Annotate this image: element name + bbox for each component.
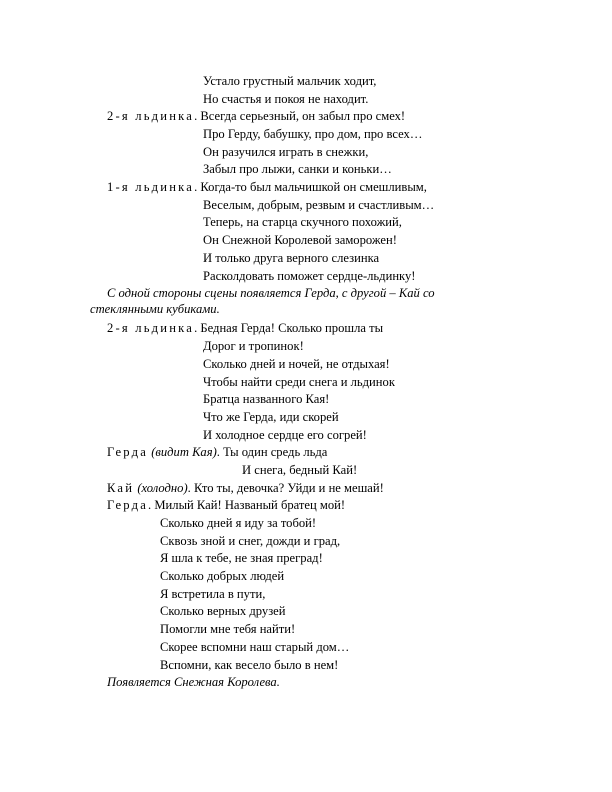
- poem-line: Что же Герда, иди скорей: [203, 410, 339, 424]
- speaker-name: 2-я льдинка: [107, 321, 195, 335]
- poem-line: Но счастья и покоя не находит.: [203, 92, 369, 106]
- speaker-text: . Милый Кай! Названый братец мой!: [148, 498, 346, 512]
- speaker-line: [107, 444, 327, 461]
- poem-line: И холодное сердце его согрей!: [203, 428, 367, 442]
- poem-line: Вспомни, как весело было в нем!: [160, 658, 339, 672]
- poem-line: Расколдовать поможет сердце-льдинку!: [203, 269, 416, 283]
- stage-direction: Появляется Снежная Королева.: [107, 675, 280, 689]
- poem-line: И снега, бедный Кай!: [242, 463, 358, 477]
- poem-line: Он Снежной Королевой заморожен!: [203, 233, 397, 247]
- poem-line: Сквозь зной и снег, дожди и град,: [160, 534, 341, 548]
- speaker-note: (видит Кая): [151, 445, 217, 459]
- poem-line: Я шла к тебе, не зная преград!: [160, 551, 323, 565]
- poem-line: Сколько дней я иду за тобой!: [160, 516, 317, 530]
- speaker-note: (холодно): [137, 481, 188, 495]
- speaker-name: 2-я льдинка: [107, 109, 195, 123]
- speaker-line: [107, 480, 384, 497]
- speaker-text: . Ты один средь льда: [216, 445, 328, 459]
- poem-line: Дорог и тропинок!: [203, 339, 304, 353]
- poem-line: Я встретила в пути,: [160, 587, 266, 601]
- poem-line: Сколько верных друзей: [160, 604, 286, 618]
- poem-line: И только друга верного слезинка: [203, 251, 380, 265]
- speaker-line: [107, 179, 427, 196]
- speaker-line: [107, 497, 345, 514]
- poem-line: Братца названного Кая!: [203, 392, 330, 406]
- speaker-text: . Всегда серьезный, он забыл про смех!: [194, 109, 406, 123]
- stage-direction: С одной стороны сцены появляется Герда, с другой – Кай со: [107, 286, 435, 300]
- poem-line: Он разучился играть в снежки,: [203, 145, 369, 159]
- stage-direction: стеклянными кубиками.: [90, 302, 220, 316]
- poem-line: Помогли мне тебя найти!: [160, 622, 296, 636]
- poem-line: Скорее вспомни наш старый дом…: [160, 640, 350, 654]
- speaker-text: . Когда-то был мальчишкой он смешливым,: [194, 180, 427, 194]
- speaker-text: . Кто ты, девочка? Уйди и не мешай!: [187, 481, 384, 495]
- speaker-name: Герда: [107, 498, 149, 512]
- poem-line: Веселым, добрым, резвым и счастливым…: [203, 198, 435, 212]
- poem-line: Забыл про лыжи, санки и коньки…: [203, 162, 392, 176]
- speaker-name: Кай: [107, 481, 135, 495]
- speaker-line: [107, 108, 405, 125]
- poem-line: Чтобы найти среди снега и льдинок: [203, 375, 395, 389]
- speaker-name: Герда: [107, 445, 149, 459]
- speaker-line: [107, 320, 383, 337]
- speaker-text: . Бедная Герда! Сколько прошла ты: [194, 321, 384, 335]
- poem-line: Сколько дней и ночей, не отдыхая!: [203, 357, 390, 371]
- poem-line: Теперь, на старца скучного похожий,: [203, 215, 402, 229]
- poem-line: Сколько добрых людей: [160, 569, 285, 583]
- poem-line: Устало грустный мальчик ходит,: [203, 74, 377, 88]
- speaker-name: 1-я льдинка: [107, 180, 195, 194]
- poem-line: Про Герду, бабушку, про дом, про всех…: [203, 127, 423, 141]
